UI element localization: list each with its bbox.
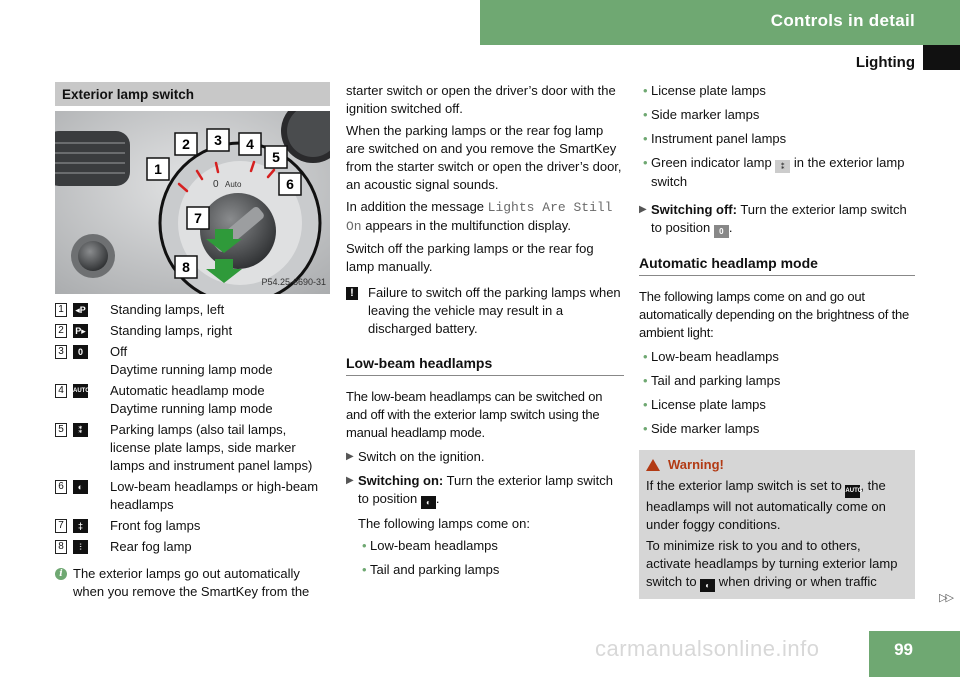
column-left xyxy=(55,82,330,601)
legend-item-1: 1 ◂P Standing lamps, left xyxy=(55,301,330,319)
parking-lamps-icon: ⁑ xyxy=(775,160,790,173)
list-item: • Tail and parking lamps xyxy=(362,562,500,577)
heading-automatic-headlamp-mode: Automatic headlamp mode xyxy=(639,254,915,276)
list-item: • License plate lamps xyxy=(643,83,766,98)
list-item: • License plate lamps xyxy=(643,397,766,412)
figure-code: P54.25-6690-31 xyxy=(261,277,326,287)
column-middle: starter switch or open the driver’s door with the ignition switched off. When the parking lamps or the rear fog lamp are switched on and you remove the SmartKey from the starter switch or open the driver’s door, an acoustic signal sounds. In addition the message Lights Are Still On appears in the multifunction display. Switch off the parking lamps or the rear fog lamp manually. ! Failure to switch off the parking lamps when leaving the vehicle may result in a discharged battery. Low-beam headlamps The low-beam headlamps can be switched on and off with the exterior lamp switch using the manual headlamp mode. ▶ Switch on the ignition. ▶ Switching on: Turn the exterior lamp switch to position ◐ . The following lamps come on: • Low-beam headlamps • Tail and parking lamps xyxy=(346,82,624,579)
legend-item-7: 7 ‡ Front fog lamps xyxy=(55,517,330,535)
callout-6: 6 xyxy=(286,176,294,192)
legend-item-6: 6 ◐ Low-beam headlamps or high-beam headlamps xyxy=(55,478,330,514)
section-heading-exterior-lamp-switch: Exterior lamp switch xyxy=(55,82,330,106)
caution-icon: ! xyxy=(346,287,358,300)
step-switch-off: ▶ Switching off: Turn the exterior lamp switch to position 0 . xyxy=(639,202,907,236)
column-right: • License plate lamps • Side marker lamps • Instrument panel lamps • Green indicator lamp ⁑ in the exterior lamp switch ▶ Switching off: Turn the exterior lamp switch to position 0 . Automatic headlamp mode The following lamps come on and go out automatically depending on the brightness of the ambient light: • Low-beam headlamps • Tail and parking lamps • License plate lamps • Side marker lamps Warning! If the exterior lamp switch is set to AUTO, the headlamps will not automatically come on under foggy conditions. To minimize risk to you and to others, activate headlamps by turning exterior lamp switch to ◐ when driving or when traffic xyxy=(639,82,915,599)
callout-3: 3 xyxy=(214,132,222,148)
callout-8: 8 xyxy=(182,259,190,275)
legend-item-5: 5 ⁑ Parking lamps (also tail lamps, license plate lamps, side marker lamps and instrument panel lamps) xyxy=(55,421,330,475)
warning-title: Warning! xyxy=(668,457,724,472)
callout-4: 4 xyxy=(246,136,254,152)
section-title: Lighting xyxy=(855,54,915,71)
legend-item-8: 8 ⫶ Rear fog lamp xyxy=(55,538,330,556)
list-item: • Low-beam headlamps xyxy=(362,538,498,553)
list-item: • Side marker lamps xyxy=(643,421,760,436)
header-banner xyxy=(480,0,960,45)
lamp-switch-photo xyxy=(55,111,330,294)
list-item: • Green indicator lamp ⁑ in the exterior lamp switch xyxy=(643,155,905,189)
standing-lamps-left-icon: ◂P xyxy=(73,303,88,317)
info-icon: i xyxy=(55,568,67,580)
callout-5: 5 xyxy=(272,149,280,165)
page-number: 99 xyxy=(894,640,913,659)
dial-label-zero: 0 xyxy=(213,179,219,190)
step-arrow-icon: ▶ xyxy=(346,475,354,486)
list-item: • Tail and parking lamps xyxy=(643,373,781,388)
step-arrow-icon: ▶ xyxy=(639,204,647,215)
off-icon: 0 xyxy=(73,345,88,359)
warning-box: Warning! If the exterior lamp switch is set to AUTO, the headlamps will not automatically come on under foggy conditions. To minimize risk to you and to others, activate headlamps by turning exterior lamp switch to ◐ when driving or when traffic xyxy=(639,450,915,599)
chapter-title: Controls in detail xyxy=(770,11,915,30)
front-fog-icon: ‡ xyxy=(73,519,88,533)
warning-triangle-icon xyxy=(646,459,660,471)
low-beam-icon: ◐ xyxy=(421,496,436,509)
caution-note: ! Failure to switch off the parking lamps when leaving the vehicle may result in a discharged battery. xyxy=(346,284,624,338)
legend-list xyxy=(55,301,330,556)
parking-lamps-icon: ⁑ xyxy=(73,423,88,437)
standing-lamps-right-icon: P▸ xyxy=(73,324,88,338)
low-beam-icon: ◐ xyxy=(700,579,715,592)
step-switch-on: ▶ Switching on: Turn the exterior lamp switch to position ◐ . xyxy=(346,473,614,507)
auto-icon: AUTO xyxy=(845,485,860,498)
legend-item-2: 2 P▸ Standing lamps, right xyxy=(55,322,330,340)
callout-2: 2 xyxy=(182,136,190,152)
callout-7: 7 xyxy=(194,210,202,226)
dial-label-auto: Auto xyxy=(225,180,242,189)
list-item: • Low-beam headlamps xyxy=(643,349,779,364)
display-message: Lights Are Still On xyxy=(346,200,613,234)
lamp-switch-illustration xyxy=(55,111,330,294)
legend-item-3: 3 0 Off Daytime running lamp mode xyxy=(55,343,330,379)
list-item: • Instrument panel lamps xyxy=(643,131,787,146)
section-tab-marker xyxy=(923,45,960,70)
rear-fog-icon: ⫶ xyxy=(73,540,88,554)
legend-item-4: 4 AUTO Automatic headlamp mode Daytime running lamp mode xyxy=(55,382,330,418)
off-icon: 0 xyxy=(714,225,729,238)
page-number-box xyxy=(869,631,960,677)
callout-1: 1 xyxy=(154,161,162,177)
heading-low-beam-headlamps: Low-beam headlamps xyxy=(346,354,624,376)
continued-icon: ▷▷ xyxy=(939,592,952,604)
auto-icon: AUTO xyxy=(73,384,88,398)
step-arrow-icon: ▶ xyxy=(346,451,354,462)
watermark: carmanualsonline.info xyxy=(595,636,820,661)
step-ignition: ▶ Switch on the ignition. xyxy=(346,449,485,464)
low-beam-icon: ◐ xyxy=(73,480,88,494)
info-note: i The exterior lamps go out automatically when you remove the SmartKey from the xyxy=(55,565,330,601)
list-item: • Side marker lamps xyxy=(643,107,760,122)
